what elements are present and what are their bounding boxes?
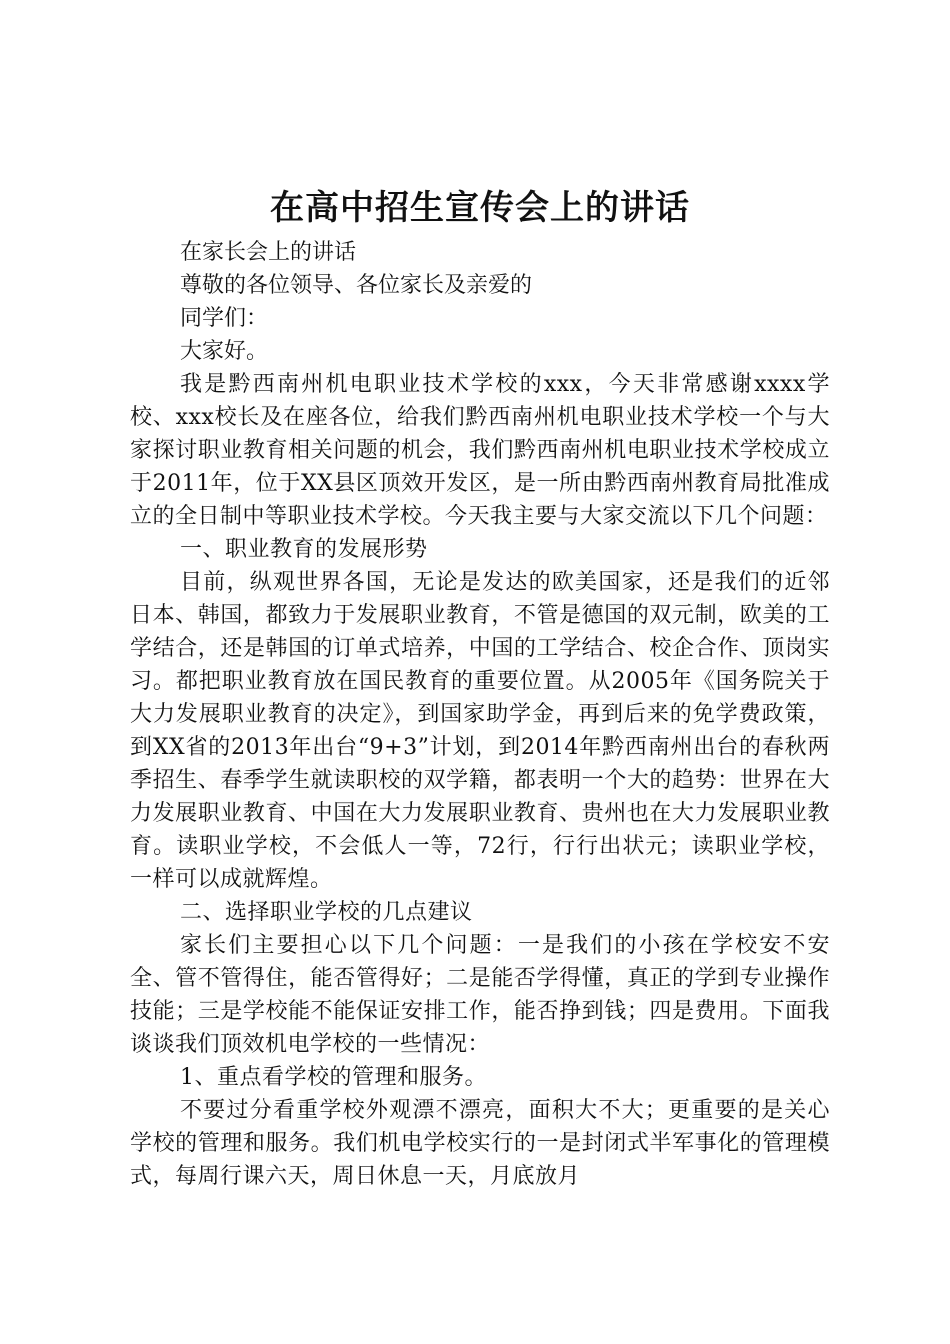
section-heading-2: 二、选择职业学校的几点建议 xyxy=(180,900,473,925)
document-page xyxy=(130,186,830,1193)
subtitle-line: 在家长会上的讲话 xyxy=(180,240,357,265)
development-paragraph: 目前，纵观世界各国，无论是发达的欧美国家，还是我们的近邻日本、韩国，都致力于发展职业教育，不管是德国的双元制，欧美的工学结合，还是韩国的订单式培养，中国的工学结合、校企合作、顶岗实习。都把职业教育放在国民教育的重要位置。从2005年《国务院关于大力发展职业教育的决定》，到国家助学金，再到后来的免学费政策，到XX省的2013年出台“9+3”计划，到2014年黔西南州出台的春秋两季招生、春季学生就读职校的双学籍，都表明一个大的趋势：世界在大力发展职业教育、中国在大力发展职业教育、贵州也在大力发展职业教育。读职业学校，不会低人一等，72行，行行出状元；读职业学校，一样可以成就辉煌。 xyxy=(130,570,830,892)
greeting-line: 大家好。 xyxy=(180,339,269,364)
intro-paragraph: 我是黔西南州机电职业技术学校的xxx，今天非常感谢xxxx学校、xxx校长及在座各位，给我们黔西南州机电职业技术学校一个与大家探讨职业教育相关问题的机会，我们黔西南州机电职业技术学校成立于2011年，位于XX县区顶效开发区，是一所由黔西南州教育局批准成立的全日制中等职业技术学校。今天我主要与大家交流以下几个问题： xyxy=(130,372,830,529)
concerns-paragraph: 家长们主要担心以下几个问题：一是我们的小孩在学校安不安全、管不管得住，能否管得好；二是能否学得懂，真正的学到专业操作技能；三是学校能不能保证安排工作，能否挣到钱；四是费用。下面我谈谈我们顶效机电学校的一些情况： xyxy=(130,933,830,1057)
salutation-line-continued: 同学们： xyxy=(180,306,269,331)
subsection-heading-1: 1、重点看学校的管理和服务。 xyxy=(180,1065,487,1090)
document-title: 在高中招生宣传会上的讲话 xyxy=(270,188,690,228)
section-heading-1: 一、职业教育的发展形势 xyxy=(180,537,428,562)
salutation-line: 尊敬的各位领导、各位家长及亲爱的 xyxy=(180,273,533,298)
management-paragraph: 不要过分看重学校外观漂不漂亮，面积大不大；更重要的是关心学校的管理和服务。我们机电学校实行的一是封闭式半军事化的管理模式，每周行课六天，周日休息一天，月底放月 xyxy=(130,1098,830,1189)
